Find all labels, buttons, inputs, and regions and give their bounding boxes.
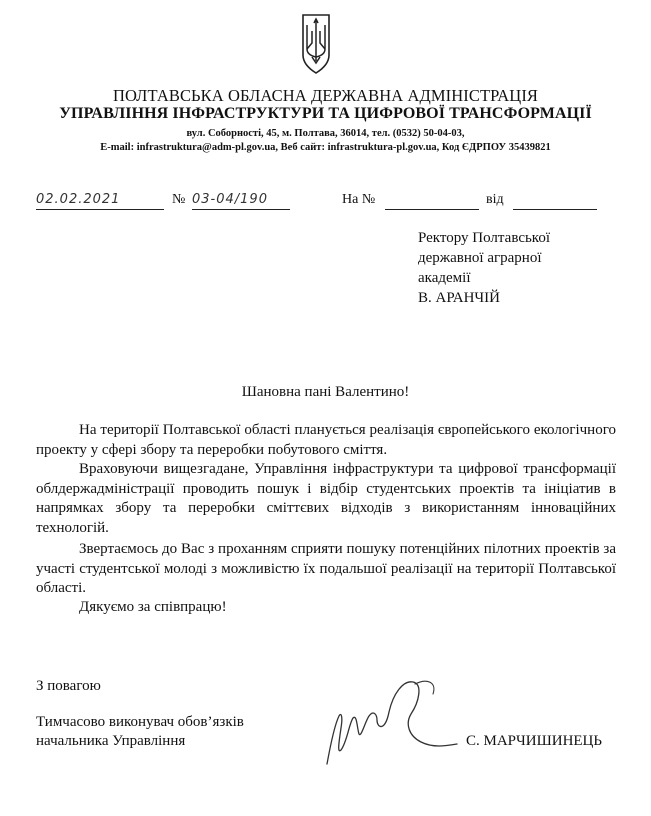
recipient-line: державної аграрної: [418, 250, 542, 266]
greeting: Шановна пані Валентино!: [241, 384, 410, 400]
number-label: №: [172, 192, 186, 207]
outgoing-number: 03-04/190: [192, 191, 290, 210]
letter-paragraph: Дякуємо за співпрацю!: [79, 599, 227, 615]
letter-paragraph: Враховуючи вищезгадане, Управління інфраструктури та цифрової трансформації облдержадміністрації проводить пошук і відбір студентських проектів та ініціатив в напрямках збору та переробки сміттєвих відходів з використанням інноваційних технологій.: [36, 461, 616, 536]
letter-paragraph: На території Полтавської області планується реалізація європейського екологічного проекту у сфері збору та переробки побутового сміття.: [36, 422, 616, 458]
contacts-line: E-mail: infrastruktura@adm-pl.gov.ua, Веб сайт: infrastruktura-pl.gov.ua, Код ЄДРПОУ 35439821: [100, 142, 551, 153]
position-line: Тимчасово виконувач обов’язків: [36, 714, 244, 730]
incoming-number-blank: [385, 191, 479, 210]
address-line: вул. Соборності, 45, м. Полтава, 36014, тел. (0532) 50-04-03,: [186, 128, 465, 139]
closing-regards: З повагою: [36, 678, 101, 694]
recipient-line: академії: [418, 270, 471, 286]
trident-emblem-icon: [301, 13, 331, 75]
signatory-name: С. МАРЧИШИНЕЦЬ: [466, 733, 603, 749]
incoming-date-blank: [513, 191, 597, 210]
incoming-number-label: На №: [342, 192, 376, 207]
organization-name: ПОЛТАВСЬКА ОБЛАСНА ДЕРЖАВНА АДМІНІСТРАЦІЯ: [112, 86, 539, 105]
handwritten-signature: [305, 672, 465, 772]
position-line: начальника Управління: [36, 733, 186, 749]
recipient-name: В. АРАНЧІЙ: [418, 290, 501, 306]
signatory-position: [36, 713, 244, 751]
letter-paragraph: Звертаємось до Вас з проханням сприяти пошуку потенційних пілотних проектів за участі студентської молоді з можливістю їх подальшої реалізації на території Полтавської області.: [36, 541, 616, 596]
from-label: від: [486, 192, 504, 207]
recipient-line: Ректору Полтавської: [418, 230, 551, 246]
recipient-block: [418, 228, 550, 308]
outgoing-date: 02.02.2021: [36, 191, 164, 210]
department-name: УПРАВЛІННЯ ІНФРАСТРУКТУРИ ТА ЦИФРОВОЇ ТРАНСФОРМАЦІЇ: [59, 105, 592, 122]
